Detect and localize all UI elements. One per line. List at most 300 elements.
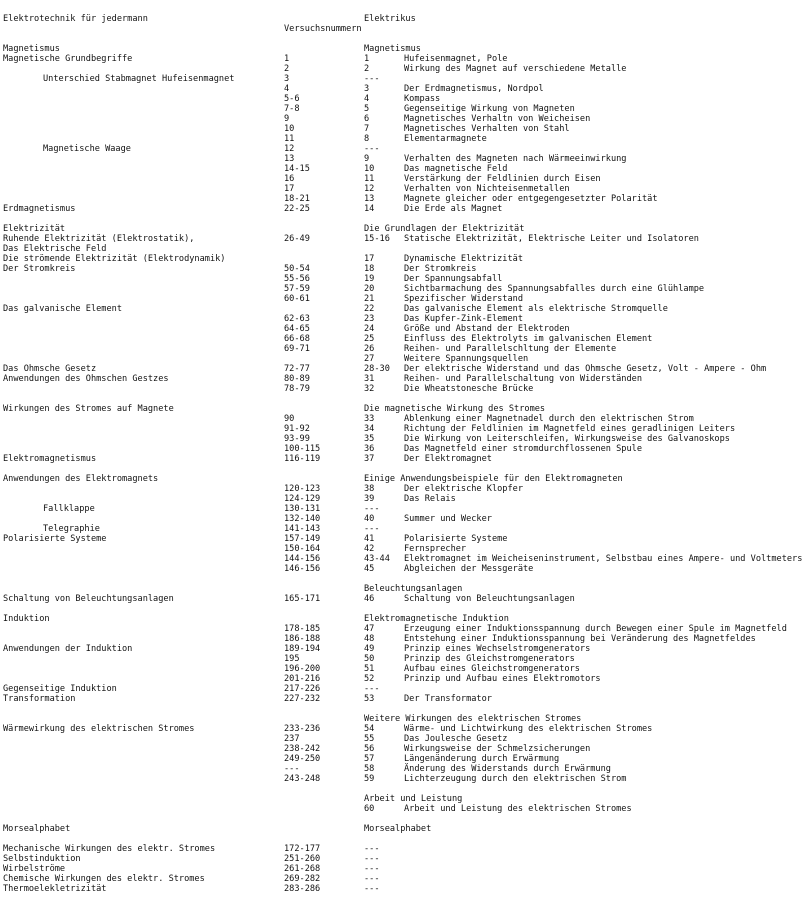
experiment-numbers: 14-15 [284,164,310,174]
table-row [0,54,808,64]
table-row [0,184,808,194]
chapter-title: Spezifischer Widerstand [404,294,523,304]
chapter-title: Die Wirkung von Leiterschleifen, Wirkungsweise des Galvanoskops [404,434,730,444]
chapter-title: Der Stromkreis [404,264,477,274]
experiment-numbers: 269-282 [284,874,321,884]
chapter-title: Wirkung des Magnet auf verschiedene Metalle [404,64,627,74]
chapter-number: 48 [364,634,375,644]
chapter-number: 4 [364,94,370,104]
chapter-title: Wärme- und Lichtwirkung des elektrischen Stromes [404,724,653,734]
table-row [0,484,808,494]
chapter-title: Fernsprecher [404,544,467,554]
topic-label: Chemische Wirkungen des elektr. Stromes [3,874,205,884]
chapter-number: --- [364,504,380,514]
table-row [0,154,808,164]
chapter-number: 43-44 [364,554,390,564]
table-row [0,424,808,434]
table-row [0,874,808,884]
chapter-title: Magnetisches Verhaltn von Weicheisen [404,114,591,124]
table-row [0,854,808,864]
chapter-title: Änderung des Widerstands durch Erwärmung [404,764,611,774]
chapter-number: 49 [364,644,375,654]
experiment-numbers: 150-164 [284,544,321,554]
topic-label: Magnetische Grundbegriffe [3,54,133,64]
chapter-number: 22 [364,304,375,314]
chapter-title: Der Elektromagnet [404,454,492,464]
chapter-number: 13 [364,194,375,204]
chapter-number: 57 [364,754,375,764]
chapter-title: Wirkungsweise der Schmelzsicherungen [404,744,591,754]
chapter-title: Das galvanische Element als elektrische Stromquelle [404,304,668,314]
chapter-number: 34 [364,424,375,434]
topic-label: Mechanische Wirkungen des elektr. Stromes [3,844,216,854]
topic-label: Anwendungen des Elektromagnets [3,474,159,484]
experiment-numbers: 4 [284,84,290,94]
table-row [0,844,808,854]
experiment-numbers: 13 [284,154,295,164]
section-heading: Beleuchtungsanlagen [364,584,463,594]
chapter-number: 37 [364,454,375,464]
experiment-numbers: 72-77 [284,364,310,374]
table-row [0,264,808,274]
chapter-number: 3 [364,84,370,94]
experiment-numbers: 5-6 [284,94,300,104]
experiment-numbers: 3 [284,74,290,84]
chapter-number: --- [364,684,380,694]
chapter-number: 27 [364,354,375,364]
table-row [0,884,808,894]
topic-label: Elektrizität [3,224,66,234]
table-row [0,774,808,784]
table-row [0,24,808,34]
topic-label: Elektromagnetismus [3,454,97,464]
experiment-numbers: 57-59 [284,284,310,294]
experiment-numbers: 18-21 [284,194,310,204]
chapter-title: Längenänderung durch Erwärmung [404,754,560,764]
experiment-numbers: 55-56 [284,274,310,284]
topic-label: Induktion [3,614,50,624]
section-heading: Die magnetische Wirkung des Stromes [364,404,546,414]
table-row [0,174,808,184]
chapter-title: Schaltung von Beleuchtungsanlagen [404,594,575,604]
experiment-numbers: 26-49 [284,234,310,244]
chapter-number: 60 [364,804,375,814]
table-row [0,434,808,444]
chapter-number: 53 [364,694,375,704]
table-row [0,564,808,574]
chapter-number: 55 [364,734,375,744]
chapter-number: 39 [364,494,375,504]
table-row [0,624,808,634]
experiment-numbers: 50-54 [284,264,310,274]
experiment-numbers: 261-268 [284,864,321,874]
experiment-numbers: 16 [284,174,295,184]
table-row [0,194,808,204]
table-row [0,404,808,414]
table-row [0,384,808,394]
topic-label: Anwendungen der Induktion [3,644,133,654]
topic-label: Polarisierte Systeme [3,534,107,544]
experiment-numbers: 130-131 [284,504,321,514]
chapter-number: --- [364,884,380,894]
table-row [0,124,808,134]
table-row [0,504,808,514]
chapter-title: Magnetisches Verhalten von Stahl [404,124,570,134]
experiment-numbers: 132-140 [284,514,321,524]
experiment-numbers: 196-200 [284,664,321,674]
experiment-numbers: 10 [284,124,295,134]
table-row [0,734,808,744]
table-row [0,324,808,334]
table-row [0,864,808,874]
chapter-number: --- [364,854,380,864]
chapter-number: 52 [364,674,375,684]
table-row [0,204,808,214]
topic-label: Das Ohmsche Gesetz [3,364,97,374]
topic-label: Der Stromkreis [3,264,76,274]
topic-label: Telegraphie [43,524,100,534]
section-heading: Einige Anwendungsbeispiele für den Elektromagneten [364,474,623,484]
table-row [0,304,808,314]
experiment-numbers: 283-286 [284,884,321,894]
experiment-numbers: 93-99 [284,434,310,444]
experiment-numbers: 7-8 [284,104,300,114]
table-row [0,294,808,304]
table-row [0,664,808,674]
section-heading: Elektromagnetische Induktion [364,614,509,624]
table-row [0,654,808,664]
topic-label: Elektrotechnik für jedermann [3,14,148,24]
topic-label: Selbstinduktion [3,854,81,864]
chapter-number: 8 [364,134,370,144]
topic-label: Wirkungen des Stromes auf Magnete [3,404,174,414]
section-heading: Magnetismus [364,44,421,54]
topic-label: Die strömende Elektrizität (Elektrodynamik) [3,254,226,264]
table-row [0,164,808,174]
chapter-number: 5 [364,104,370,114]
chapter-title: Polarisierte Systeme [404,534,508,544]
chapter-number: 45 [364,564,375,574]
chapter-title: Der Transformator [404,694,492,704]
chapter-number: 12 [364,184,375,194]
chapter-title: Die Wheatstonesche Brücke [404,384,534,394]
chapter-number: 17 [364,254,375,264]
chapter-title: Richtung der Feldlinien im Magnetfeld eines geradlinigen Leiters [404,424,736,434]
chapter-title: Die Erde als Magnet [404,204,503,214]
table-row [0,104,808,114]
experiment-numbers: 17 [284,184,295,194]
table-row [0,374,808,384]
chapter-number: --- [364,524,380,534]
section-heading: Die Grundlagen der Elektrizität [364,224,525,234]
table-row [0,684,808,694]
experiment-numbers: 90 [284,414,295,424]
experiment-numbers: 91-92 [284,424,310,434]
chapter-title: Elektromagnet im Weicheiseninstrument, Selbstbau eines Ampere- und Voltmeters [404,554,803,564]
chapter-title: Entstehung einer Induktionsspannung bei Veränderung des Magnetfeldes [404,634,756,644]
chapter-number: 41 [364,534,375,544]
chapter-number: 24 [364,324,375,334]
table-row [0,804,808,814]
chapter-number: --- [364,74,380,84]
chapter-number: 26 [364,344,375,354]
table-row [0,144,808,154]
topic-label: Ruhende Elektrizität (Elektrostatik), [3,234,195,244]
table-row [0,594,808,604]
experiment-numbers: 189-194 [284,644,321,654]
topic-label: Unterschied Stabmagnet Hufeisenmagnet [43,74,235,84]
chapter-title: Arbeit und Leistung des elektrischen Stromes [404,804,632,814]
experiment-numbers: 120-123 [284,484,321,494]
chapter-title: Das Joulesche Gesetz [404,734,508,744]
experiment-numbers: 62-63 [284,314,310,324]
chapter-number: 1 [364,54,370,64]
chapter-title: Ablenkung einer Magnetnadel durch den elektrischen Strom [404,414,694,424]
chapter-number: 14 [364,204,375,214]
chapter-title: Elementarmagnete [404,134,487,144]
experiment-numbers: 217-226 [284,684,321,694]
section-heading: Elektrikus [364,14,416,24]
experiment-numbers: 64-65 [284,324,310,334]
topic-label: Schaltung von Beleuchtungsanlagen [3,594,174,604]
chapter-number: 33 [364,414,375,424]
table-row [0,554,808,564]
experiment-numbers: 243-248 [284,774,321,784]
table-row [0,494,808,504]
section-heading: Morsealphabet [364,824,432,834]
table-row [0,674,808,684]
chapter-title: Verhalten des Magneten nach Wärmeeinwirkung [404,154,627,164]
experiment-numbers: 60-61 [284,294,310,304]
table-row [0,364,808,374]
chapter-number: 21 [364,294,375,304]
chapter-title: Reihen- und Parallelschaltung von Widerständen [404,374,642,384]
chapter-number: 40 [364,514,375,524]
topic-label: Fallklappe [43,504,95,514]
table-row [0,234,808,244]
chapter-number: 20 [364,284,375,294]
chapter-title: Größe und Abstand der Elektroden [404,324,570,334]
chapter-number: 6 [364,114,370,124]
table-row [0,524,808,534]
chapter-title: Kompass [404,94,441,104]
chapter-title: Gegenseitige Wirkung von Magneten [404,104,575,114]
table-row [0,284,808,294]
chapter-title: Verstärkung der Feldlinien durch Eisen [404,174,601,184]
experiment-numbers: Versuchsnummern [284,24,362,34]
experiment-numbers: 124-129 [284,494,321,504]
experiment-numbers: 80-89 [284,374,310,384]
table-row [0,544,808,554]
table-row [0,714,808,724]
table-row [0,354,808,364]
chapter-title: Der Spannungsabfall [404,274,503,284]
experiment-numbers: 12 [284,144,295,154]
table-row [0,94,808,104]
table-row [0,614,808,624]
chapter-number: 46 [364,594,375,604]
chapter-title: Einfluss des Elektrolyts im galvanischen Element [404,334,653,344]
experiment-numbers: 195 [284,654,300,664]
chapter-number: 35 [364,434,375,444]
experiment-numbers: 201-216 [284,674,321,684]
chapter-number: 23 [364,314,375,324]
table-row [0,274,808,284]
experiment-numbers: 66-68 [284,334,310,344]
experiment-numbers: 78-79 [284,384,310,394]
experiment-numbers: 157-149 [284,534,321,544]
table-row [0,444,808,454]
chapter-title: Das Kupfer-Zink-Element [404,314,523,324]
table-row [0,534,808,544]
chapter-title: Das Magnetfeld einer stromdurchflossenen Spule [404,444,642,454]
table-row [0,514,808,524]
experiment-numbers: 233-236 [284,724,321,734]
chapter-number: 10 [364,164,375,174]
chapter-number: 59 [364,774,375,784]
chapter-title: Prinzip des Gleichstromgenerators [404,654,575,664]
chapter-title: Aufbau eines Gleichstromgenerators [404,664,580,674]
table-row [0,344,808,354]
chapter-number: 47 [364,624,375,634]
experiment-numbers: 178-185 [284,624,321,634]
chapter-title: Magnete gleicher oder entgegengesetzter Polarität [404,194,658,204]
table-row [0,474,808,484]
chapter-number: 2 [364,64,370,74]
chapter-number: 32 [364,384,375,394]
table-row [0,414,808,424]
chapter-number: 56 [364,744,375,754]
chapter-number: 38 [364,484,375,494]
table-row [0,314,808,324]
chapter-title: Dynamische Elektrizität [404,254,523,264]
topic-label: Morsealphabet [3,824,71,834]
table-row [0,744,808,754]
experiment-numbers: 100-115 [284,444,321,454]
chapter-number: 25 [364,334,375,344]
table-row [0,224,808,234]
table-row [0,114,808,124]
experiment-numbers: 146-156 [284,564,321,574]
topic-label: Wirbelströme [3,864,66,874]
table-row [0,694,808,704]
experiment-numbers: --- [284,764,300,774]
chapter-number: --- [364,844,380,854]
chapter-number: 31 [364,374,375,384]
topic-label: Magnetismus [3,44,60,54]
chapter-title: Das Relais [404,494,456,504]
table-row [0,64,808,74]
chapter-number: 11 [364,174,375,184]
chapter-title: Statische Elektrizität, Elektrische Leiter und Isolatoren [404,234,699,244]
experiment-numbers: 11 [284,134,295,144]
table-row [0,754,808,764]
topic-label: Transformation [3,694,76,704]
topic-label: Magnetische Waage [43,144,131,154]
experiment-numbers: 22-25 [284,204,310,214]
experiment-numbers: 186-188 [284,634,321,644]
chapter-title: Prinzip und Aufbau eines Elektromotors [404,674,601,684]
chapter-number: 19 [364,274,375,284]
experiment-numbers: 1 [284,54,290,64]
table-row [0,134,808,144]
chapter-number: 51 [364,664,375,674]
chapter-number: 18 [364,264,375,274]
chapter-number: 54 [364,724,375,734]
table-row [0,84,808,94]
section-heading: Arbeit und Leistung [364,794,463,804]
chapter-number: --- [364,144,380,154]
table-row [0,334,808,344]
experiment-numbers: 9 [284,114,290,124]
chapter-title: Lichterzeugung durch den elektrischen Strom [404,774,627,784]
topic-label: Das galvanische Element [3,304,122,314]
table-row [0,724,808,734]
topic-label: Anwendungen des Ohmschen Gestzes [3,374,169,384]
table-row [0,74,808,84]
topic-label: Erdmagnetismus [3,204,76,214]
chapter-title: Erzeugung einer Induktionsspannung durch Bewegen einer Spule im Magnetfeld [404,624,787,634]
chapter-title: Sichtbarmachung des Spannungsabfalles durch eine Glühlampe [404,284,705,294]
experiment-numbers: 144-156 [284,554,321,564]
table-row [0,824,808,834]
chapter-number: 42 [364,544,375,554]
chapter-number: --- [364,864,380,874]
chapter-number: 50 [364,654,375,664]
section-heading: Weitere Wirkungen des elektrischen Stromes [364,714,582,724]
table-row [0,584,808,594]
experiment-numbers: 249-250 [284,754,321,764]
chapter-title: Das magnetische Feld [404,164,508,174]
topic-label: Wärmewirkung des elektrischen Stromes [3,724,195,734]
experiment-numbers: 141-143 [284,524,321,534]
chapter-title: Hufeisenmagnet, Pole [404,54,508,64]
experiment-numbers: 2 [284,64,290,74]
topic-label: Gegenseitige Induktion [3,684,117,694]
experiment-numbers: 69-71 [284,344,310,354]
table-row [0,764,808,774]
chapter-number: 28-30 [364,364,390,374]
table-row [0,634,808,644]
experiment-numbers: 227-232 [284,694,321,704]
chapter-title: Prinzip eines Wechselstromgenerators [404,644,591,654]
table-row [0,244,808,254]
topic-label: Das Elektrische Feld [3,244,107,254]
chapter-number: 7 [364,124,370,134]
topic-label: Thermoelekletrizität [3,884,107,894]
experiment-numbers: 165-171 [284,594,321,604]
table-row [0,644,808,654]
table-row [0,254,808,264]
table-row [0,794,808,804]
chapter-title: Der Erdmagnetismus, Nordpol [404,84,544,94]
chapter-title: Der elektrische Klopfer [404,484,523,494]
table-row [0,44,808,54]
chapter-number: 9 [364,154,370,164]
chapter-title: Summer und Wecker [404,514,492,524]
chapter-title: Reihen- und Parallelschltung der Elemente [404,344,617,354]
chapter-title: Weitere Spannungsquellen [404,354,529,364]
chapter-title: Der elektrische Widerstand und das Ohmsche Gesetz, Volt - Ampere - Ohm [404,364,767,374]
table-row [0,14,808,24]
experiment-numbers: 237 [284,734,300,744]
chapter-number: 58 [364,764,375,774]
chapter-title: Abgleichen der Messgeräte [404,564,534,574]
chapter-title: Verhalten von Nichteisenmetallen [404,184,570,194]
chapter-number: 15-16 [364,234,390,244]
table-row [0,454,808,464]
experiment-numbers: 116-119 [284,454,321,464]
